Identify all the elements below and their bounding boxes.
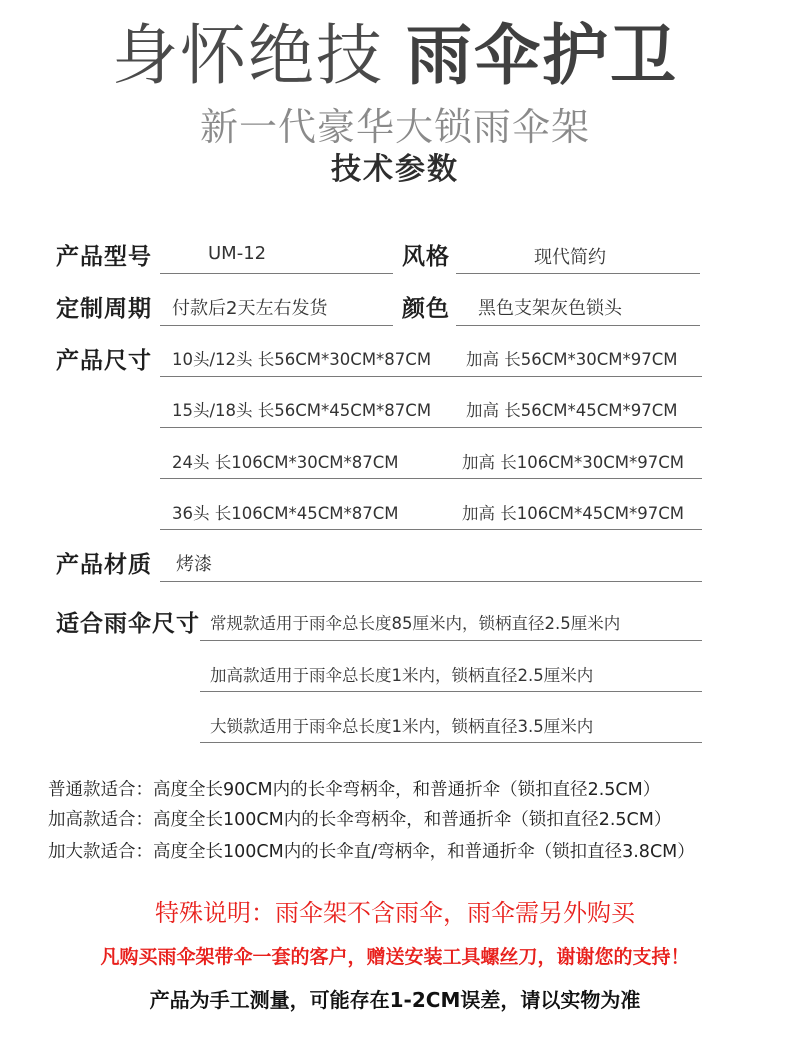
color-underline [456,325,700,326]
style-label: 风格 [402,244,450,270]
size-std-2: 24头 长106CM*30CM*87CM [172,453,399,472]
style-underline [456,273,700,274]
size-tall-3: 加高 长106CM*45CM*97CM [462,504,685,523]
model-label: 产品型号 [56,244,152,270]
size-underline-1 [160,427,702,428]
color-label: 颜色 [402,296,450,322]
title-bold: 雨伞护卫 [406,17,678,94]
title-light: 身怀绝技 [112,17,384,94]
note-tall: 加高款适合：高度全长100CM内的长伞弯柄伞，和普通折伞（锁扣直径2.5CM） [48,810,672,830]
size-underline-2 [160,478,702,479]
material-value: 烤漆 [176,554,212,575]
page-subtitle: 新一代豪华大锁雨伞架 [199,105,590,149]
tolerance-notice: 产品为手工测量，可能存在1-2CM误差，请以实物为准 [149,988,641,1012]
lead-label: 定制周期 [56,296,152,322]
model-value: UM-12 [208,243,267,264]
fit-underline-0 [200,640,702,641]
gift-notice: 凡购买雨伞架带伞一套的客户，赠送安装工具螺丝刀，谢谢您的支持！ [100,946,690,968]
size-std-0: 10头/12头 长56CM*30CM*87CM [172,350,432,369]
fit-2: 大锁款适用于雨伞总长度1米内，锁柄直径3.5厘米内 [210,717,594,736]
size-tall-2: 加高 长106CM*30CM*97CM [462,453,685,472]
lead-value: 付款后2天左右发货 [172,298,328,319]
material-underline [160,581,702,582]
size-label: 产品尺寸 [56,348,152,374]
size-underline-0 [160,376,702,377]
size-tall-1: 加高 长56CM*45CM*97CM [466,401,678,420]
color-value: 黑色支架灰色锁头 [478,298,622,319]
section-heading: 技术参数 [331,152,459,187]
page-title [0,2,790,97]
style-value: 现代简约 [534,247,606,268]
special-notice: 特殊说明：雨伞架不含雨伞，雨伞需另外购买 [155,899,635,927]
size-std-3: 36头 长106CM*45CM*87CM [172,504,399,523]
size-underline-3 [160,529,702,530]
model-underline [160,273,393,274]
lead-underline [160,325,393,326]
material-label: 产品材质 [56,552,152,578]
size-tall-0: 加高 长56CM*30CM*97CM [466,350,678,369]
fit-label: 适合雨伞尺寸 [56,611,200,637]
size-std-1: 15头/18头 长56CM*45CM*87CM [172,401,432,420]
fit-1: 加高款适用于雨伞总长度1米内，锁柄直径2.5厘米内 [210,666,594,685]
fit-0: 常规款适用于雨伞总长度85厘米内，锁柄直径2.5厘米内 [210,614,621,633]
note-large: 加大款适合：高度全长100CM内的长伞直/弯柄伞，和普通折伞（锁扣直径3.8CM） [48,842,695,862]
fit-underline-2 [200,742,702,743]
note-standard: 普通款适合：高度全长90CM内的长伞弯柄伞，和普通折伞（锁扣直径2.5CM） [48,780,661,800]
fit-underline-1 [200,691,702,692]
